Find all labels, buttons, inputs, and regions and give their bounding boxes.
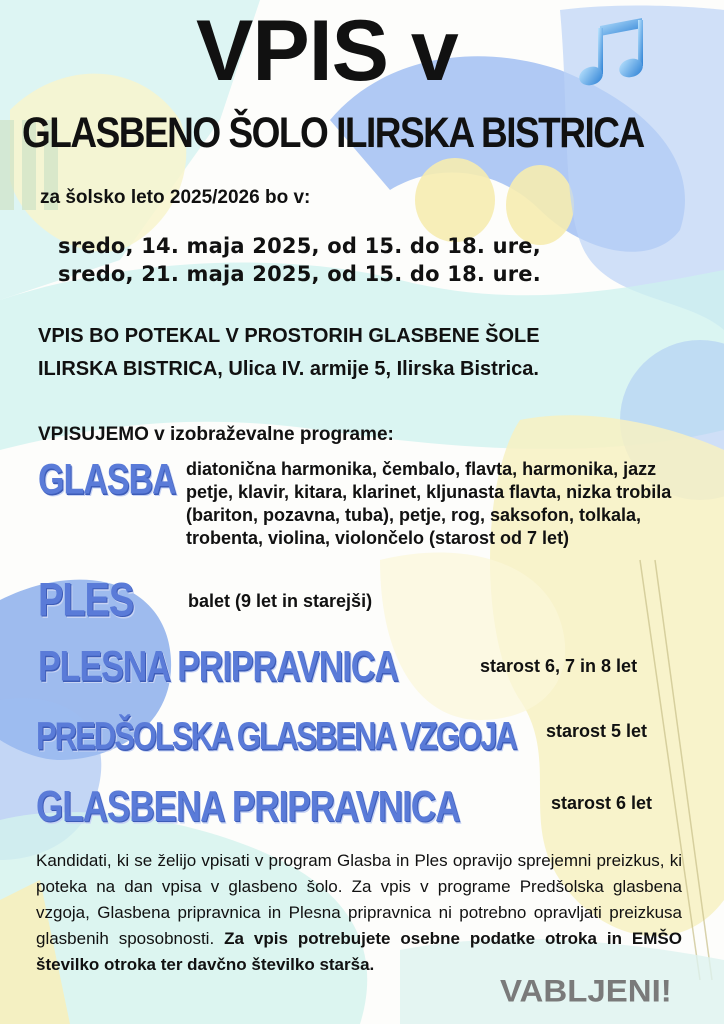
location-line-2: ILIRSKA BISTRICA, Ulica IV. armije 5, Ilirska Bistrica. bbox=[38, 358, 539, 380]
programs-heading: VPISUJEMO v izobraževalne programe: bbox=[38, 424, 394, 445]
location-block bbox=[38, 320, 698, 386]
closing-greeting: VABLJENI! bbox=[500, 972, 672, 1009]
program-desc-predsolska: starost 5 let bbox=[546, 721, 648, 741]
program-desc-glasba: diatonična harmonika, čembalo, flavta, harmonika, jazz petje, klavir, kitara, klarinet, kljunasta flavta, nizka trobila (bariton, pozavna, tuba), petje, rog, saksofon, tolkala, trobenta, violina, violončelo (starost od 7 let) bbox=[186, 459, 672, 548]
intro-text: za šolsko leto 2025/2026 bo v: bbox=[40, 187, 311, 208]
program-desc-ples: balet (9 let in starejši) bbox=[188, 591, 373, 611]
title-vpis: VPIS v bbox=[196, 3, 458, 99]
program-desc-glasbena-pripravnica: starost 6 let bbox=[551, 793, 653, 813]
title-school: GLASBENO ŠOLO ILIRSKA BISTRICA bbox=[22, 109, 644, 157]
program-name-predsolska: PREDŠOLSKA GLASBENA VZGOJA bbox=[36, 714, 516, 758]
program-name-glasbena-pripravnica: GLASBENA PRIPRAVNICA bbox=[36, 782, 460, 831]
date-line-2: sredo, 21. maja 2025, od 15. do 18. ure. bbox=[58, 262, 541, 286]
date-line-1: sredo, 14. maja 2025, od 15. do 18. ure, bbox=[58, 234, 541, 258]
program-name-plesna-pripravnica: PLESNA PRIPRAVNICA bbox=[38, 643, 398, 691]
admission-note bbox=[36, 848, 682, 978]
admission-note-bold: Za vpis potrebujete osebne podatke otroka in EMŠO številko otroka ter davčno številko starša. bbox=[36, 929, 682, 974]
location-line-1: VPIS BO POTEKAL V PROSTORIH GLASBENE ŠOLE bbox=[38, 325, 540, 347]
program-desc-plesna-pripravnica: starost 6, 7 in 8 let bbox=[480, 656, 638, 676]
program-name-glasba: GLASBA bbox=[38, 456, 176, 504]
admission-note-text: Kandidati, ki se želijo vpisati v program Glasba in Ples opravijo sprejemni preizkus, ki poteka na dan vpisa v glasbeno šolo. Za vpis v programe Predšolska glasbena vzgoja, Glasbena pripravnica in Plesna pripravnica ni potrebno opravljati preizkusa glasbenih sposobnosti. bbox=[36, 851, 682, 948]
program-name-ples: PLES bbox=[38, 574, 134, 627]
